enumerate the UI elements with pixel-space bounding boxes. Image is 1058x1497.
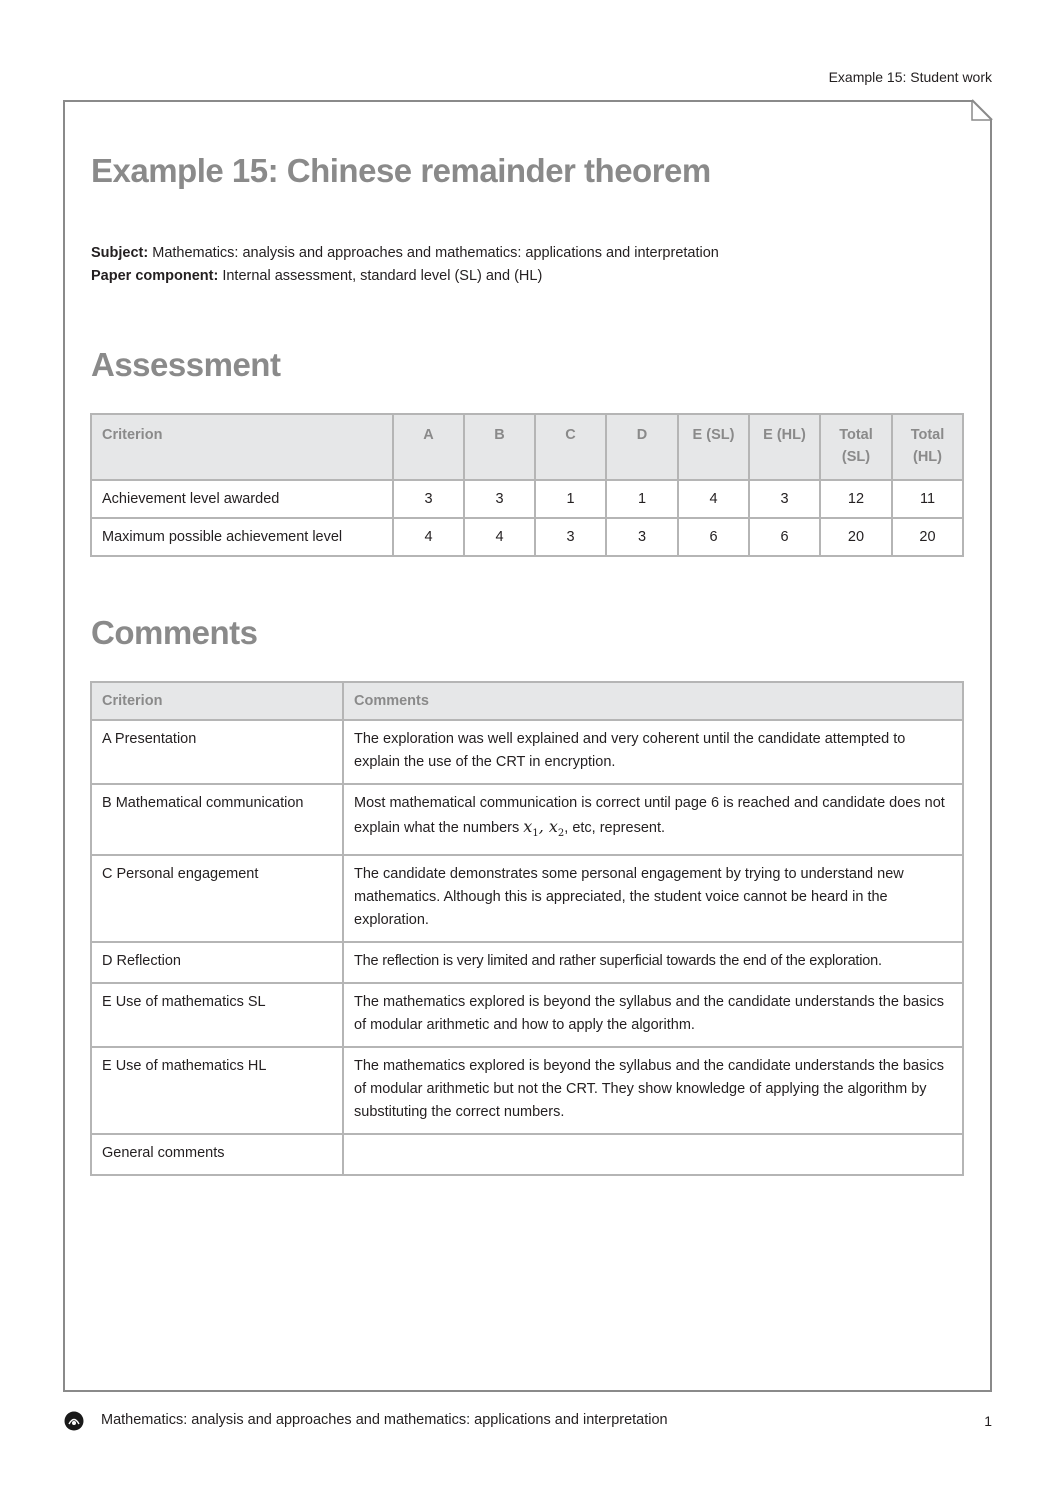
row-label: Maximum possible achievement level [91,518,393,556]
component-value: Internal assessment, standard level (SL) and (HL) [222,268,543,284]
assessment-col-header: B [464,414,535,480]
page-number: 1 [984,1413,992,1429]
footer-text: Mathematics: analysis and approaches and mathematics: applications and interpretation [101,1412,668,1428]
document-meta [91,242,719,288]
score-cell: 12 [820,480,892,518]
assessment-col-header: D [606,414,678,480]
comments-col-header: Criterion [91,682,343,720]
table-row [91,480,963,518]
table-row [91,983,963,1047]
comment-cell: The candidate demonstrates some personal engagement by trying to understand new mathematics. Although this is appreciated, the student voice cannot be heard in the exploration. [343,855,963,942]
score-cell: 6 [749,518,820,556]
comments-col-header: Comments [343,682,963,720]
row-label: Achievement level awarded [91,480,393,518]
assessment-col-header: A [393,414,464,480]
assessment-col-header: E (SL) [678,414,749,480]
running-header: Example 15: Student work [828,69,992,85]
criterion-cell: E Use of mathematics SL [91,983,343,1047]
table-row [91,942,963,983]
table-row [91,1134,963,1175]
criterion-cell: D Reflection [91,942,343,983]
subject-label: Subject: [91,245,149,261]
table-row [91,518,963,556]
comment-cell [343,1134,963,1175]
page-frame-top [63,100,972,102]
score-cell: 3 [749,480,820,518]
criterion-cell: General comments [91,1134,343,1175]
assessment-col-header: Criterion [91,414,393,480]
score-cell: 1 [606,480,678,518]
score-cell: 3 [535,518,606,556]
assessment-heading: Assessment [91,346,281,383]
score-cell: 11 [892,480,963,518]
page-fold-corner-icon [968,98,994,124]
subject-value: Mathematics: analysis and approaches and mathematics: applications and interpretation [152,245,719,261]
criterion-cell: C Personal engagement [91,855,343,942]
comments-table [90,681,964,1176]
assessment-col-header: Total (HL) [892,414,963,480]
component-label: Paper component: [91,268,219,284]
assessment-col-header: E (HL) [749,414,820,480]
comment-cell [343,784,963,855]
assessment-table [90,413,964,557]
comments-heading: Comments [91,614,258,651]
score-cell: 3 [606,518,678,556]
assessment-col-header: C [535,414,606,480]
score-cell: 4 [678,480,749,518]
score-cell: 20 [820,518,892,556]
comment-text: Most mathematical communication is correct until page 6 is reached and candidate does not explain what the numbers [354,795,945,836]
table-row [91,784,963,855]
comment-cell: The mathematics explored is beyond the syllabus and the candidate understands the basics of modular arithmetic and how to apply the algorithm. [343,983,963,1047]
score-cell: 6 [678,518,749,556]
score-cell: 4 [464,518,535,556]
assessment-header-row [91,414,963,480]
criterion-cell: E Use of mathematics HL [91,1047,343,1134]
ib-logo-icon [64,1411,84,1431]
table-row [91,720,963,784]
criterion-cell: B Mathematical communication [91,784,343,855]
score-cell: 3 [464,480,535,518]
math-expression: $x_1$, $x_2$ [523,817,565,840]
score-cell: 4 [393,518,464,556]
assessment-col-header: Total (SL) [820,414,892,480]
page-frame-right [990,120,992,1392]
subject-line [91,242,719,265]
table-row [91,855,963,942]
score-cell: 20 [892,518,963,556]
comment-text: , etc, represent. [564,820,666,836]
score-cell: 3 [393,480,464,518]
comment-cell: The mathematics explored is beyond the syllabus and the candidate understands the basics of modular arithmetic but not the CRT. They show knowledge of applying the algorithm by substituting the correct numbers. [343,1047,963,1134]
comments-header-row [91,682,963,720]
table-row [91,1047,963,1134]
component-line [91,265,719,288]
criterion-cell: A Presentation [91,720,343,784]
comment-cell: The reflection is very limited and rather superficial towards the end of the exploration. [343,942,963,983]
page-title: Example 15: Chinese remainder theorem [91,152,711,189]
score-cell: 1 [535,480,606,518]
comment-cell: The exploration was well explained and very coherent until the candidate attempted to explain the use of the CRT in encryption. [343,720,963,784]
